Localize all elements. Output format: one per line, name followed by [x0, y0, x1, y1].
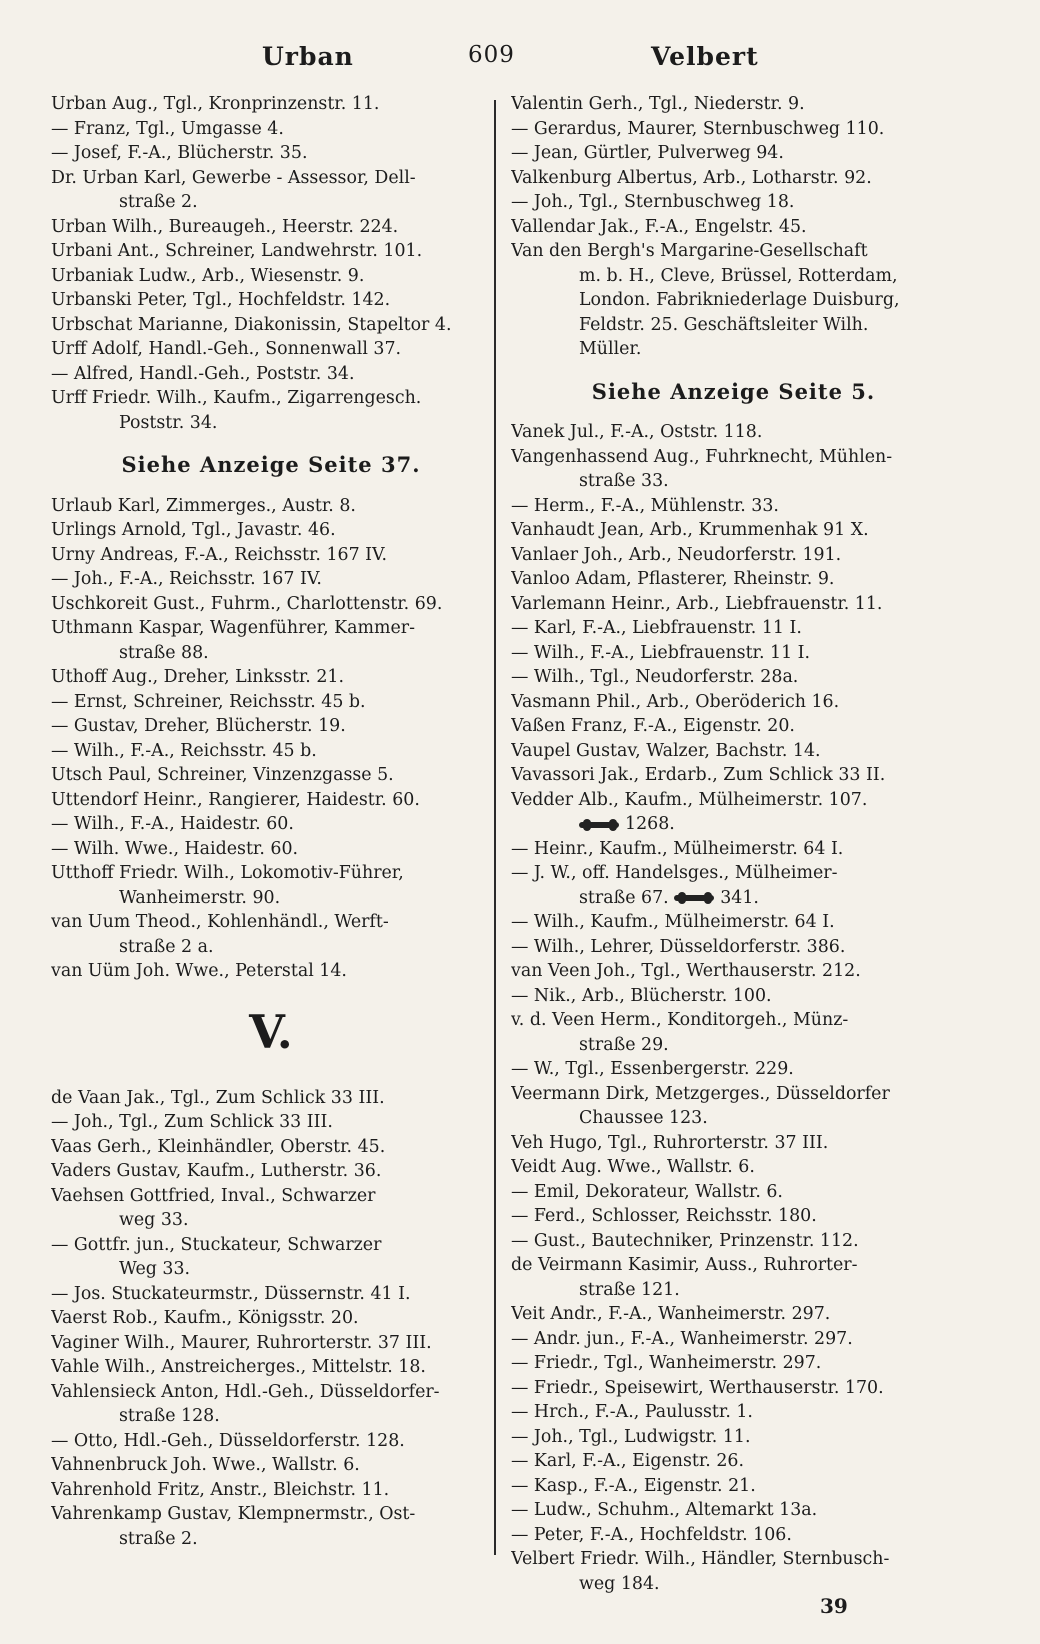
right-column	[511, 92, 956, 1596]
directory-entry	[51, 1453, 491, 1478]
entry-text: straße 128.	[119, 1406, 220, 1426]
entry-continuation	[511, 812, 956, 837]
entry-text: Vangenhassend Aug., Fuhrknecht, Mühlen-	[511, 446, 893, 467]
directory-entry	[51, 812, 491, 837]
entry-text: — Friedr., Tgl., Wanheimerstr. 297.	[511, 1353, 822, 1373]
directory-entry	[511, 92, 956, 117]
entry-text: Vaginer Wilh., Maurer, Ruhrorterstr. 37 III.	[51, 1332, 432, 1353]
directory-entry	[51, 1233, 491, 1258]
directory-entry	[51, 567, 491, 592]
header-left-keyword: Urban	[262, 42, 354, 71]
entry-continuation	[51, 886, 491, 911]
entry-text: — Joh., Tgl., Zum Schlick 33 III.	[51, 1112, 333, 1132]
entry-text: — J. W., off. Handelsges., Mülheimer-	[511, 863, 838, 883]
entry-text: weg 33.	[119, 1210, 189, 1230]
telephone-icon	[674, 892, 714, 904]
entry-text: — Karl, F.-A., Liebfrauenstr. 11 I.	[511, 618, 802, 638]
entry-text: Veidt Aug. Wwe., Wallstr. 6.	[511, 1157, 755, 1177]
directory-entry	[51, 837, 491, 862]
directory-entry	[51, 141, 491, 166]
directory-entry	[51, 117, 491, 142]
entry-text: — Herm., F.-A., Mühlenstr. 33.	[511, 495, 779, 516]
entry-text: — Hrch., F.-A., Paulusstr. 1.	[511, 1402, 753, 1422]
entry-text: — Jos. Stuckateurmstr., Düssernstr. 41 I.	[51, 1283, 411, 1304]
entry-continuation	[51, 411, 491, 436]
entry-continuation	[51, 641, 491, 666]
entry-text: Varlemann Heinr., Arb., Liebfrauenstr. 11.	[511, 593, 883, 614]
entry-continuation	[51, 935, 491, 960]
entry-text: van Uüm Joh. Wwe., Peterstal 14.	[51, 961, 347, 981]
directory-entry	[511, 1351, 956, 1376]
entry-text: Urny Andreas, F.-A., Reichsstr. 167 IV.	[51, 544, 388, 565]
directory-entry	[51, 1306, 491, 1331]
directory-entry	[51, 592, 491, 617]
advertisement-notice	[511, 380, 956, 405]
directory-entry	[51, 1502, 491, 1527]
directory-entry	[51, 739, 491, 764]
directory-entry	[51, 166, 491, 191]
entry-text: Vasmann Phil., Arb., Oberöderich 16.	[511, 691, 840, 712]
entry-text: — Otto, Hdl.-Geh., Düsseldorferstr. 128.	[51, 1430, 405, 1451]
entry-text: Van den Bergh's Margarine-Gesellschaft	[511, 241, 868, 261]
directory-entry	[51, 215, 491, 240]
entry-text: Utthoff Friedr. Wilh., Lokomotiv-Führer,	[51, 863, 404, 883]
page-number: 609	[468, 42, 515, 68]
entry-text: — Andr. jun., F.-A., Wanheimerstr. 297.	[511, 1328, 853, 1349]
entry-text: Vahrenhold Fritz, Anstr., Bleichstr. 11.	[51, 1479, 390, 1500]
directory-entry	[511, 239, 956, 264]
entry-text: Vahlensieck Anton, Hdl.-Geh., Düsseldorfer-	[51, 1381, 440, 1402]
directory-entry	[51, 690, 491, 715]
entry-text: Urbanski Peter, Tgl., Hochfeldstr. 142.	[51, 290, 391, 310]
entry-text: — Wilh., Lehrer, Düsseldorferstr. 386.	[511, 936, 846, 957]
directory-entry	[51, 518, 491, 543]
entry-text: Urbaniak Ludw., Arb., Wiesenstr. 9.	[51, 265, 365, 286]
entry-continuation	[51, 1257, 491, 1282]
entry-text: Urff Adolf, Handl.-Geh., Sonnenwall 37.	[51, 339, 402, 359]
entry-continuation	[511, 886, 956, 911]
directory-entry	[511, 494, 956, 519]
entry-continuation	[511, 469, 956, 494]
directory-entry	[511, 837, 956, 862]
directory-entry	[511, 690, 956, 715]
directory-entry	[511, 935, 956, 960]
directory-entry	[51, 1086, 491, 1111]
directory-entry	[511, 1082, 956, 1107]
entry-text: Vaßen Franz, F.-A., Eigenstr. 20.	[511, 716, 795, 736]
directory-entry	[511, 739, 956, 764]
entry-continuation	[51, 1208, 491, 1233]
entry-continuation	[511, 337, 956, 362]
entry-text: Wanheimerstr. 90.	[119, 887, 281, 908]
directory-entry	[511, 1008, 956, 1033]
directory-entry	[511, 763, 956, 788]
directory-entry	[51, 788, 491, 813]
directory-entry	[51, 1355, 491, 1380]
entry-text: Vanek Jul., F.-A., Oststr. 118.	[511, 422, 763, 442]
directory-entry	[51, 714, 491, 739]
entry-text: — Ernst, Schreiner, Reichsstr. 45 b.	[51, 691, 366, 712]
entry-continuation	[511, 1278, 956, 1303]
left-column	[51, 92, 491, 1551]
entry-text: Veh Hugo, Tgl., Ruhrorterstr. 37 III.	[511, 1132, 829, 1153]
entry-continuation	[511, 313, 956, 338]
entry-continuation	[511, 1106, 956, 1131]
directory-entry	[511, 166, 956, 191]
entry-text: Dr. Urban Karl, Gewerbe - Assessor, Dell-	[51, 167, 416, 188]
entry-text: 1268.	[625, 814, 675, 834]
entry-text: — Nik., Arb., Blücherstr. 100.	[511, 985, 772, 1006]
entry-text: — Wilh. Wwe., Haidestr. 60.	[51, 838, 299, 859]
sheet-signature: 39	[820, 1594, 848, 1618]
entry-text: Weg 33.	[119, 1259, 191, 1279]
directory-entry	[51, 313, 491, 338]
directory-entry	[511, 1253, 956, 1278]
entry-text: Urff Friedr. Wilh., Kaufm., Zigarrengesch.	[51, 388, 422, 408]
directory-entry	[51, 1135, 491, 1160]
directory-entry	[51, 264, 491, 289]
entry-text: — Alfred, Handl.-Geh., Poststr. 34.	[51, 363, 355, 384]
directory-entry	[511, 592, 956, 617]
directory-entry	[511, 1376, 956, 1401]
directory-entry	[511, 984, 956, 1009]
entry-text: — Gustav, Dreher, Blücherstr. 19.	[51, 716, 346, 736]
directory-entry	[511, 1400, 956, 1425]
header-right-keyword: Velbert	[651, 42, 759, 71]
entry-text: Velbert Friedr. Wilh., Händler, Sternbusch-	[511, 1549, 890, 1569]
entry-text: Vedder Alb., Kaufm., Mülheimerstr. 107.	[511, 789, 868, 810]
entry-text: — Ludw., Schuhm., Altemarkt 13a.	[511, 1500, 818, 1520]
entry-text: Uschkoreit Gust., Fuhrm., Charlottenstr. 69.	[51, 593, 443, 614]
entry-continuation	[511, 288, 956, 313]
directory-entry	[511, 1547, 956, 1572]
entry-text: Vanhaudt Jean, Arb., Krummenhak 91 X.	[511, 520, 869, 540]
directory-entry	[511, 1131, 956, 1156]
directory-entry	[51, 494, 491, 519]
directory-entry	[51, 1159, 491, 1184]
entry-text: Utsch Paul, Schreiner, Vinzenzgasse 5.	[51, 765, 394, 785]
directory-entry	[51, 543, 491, 568]
entry-text: Urbschat Marianne, Diakonissin, Stapeltor 4.	[51, 314, 452, 335]
entry-continuation	[51, 1527, 491, 1552]
directory-entry	[51, 763, 491, 788]
entry-text: Urban Wilh., Bureaugeh., Heerstr. 224.	[51, 216, 399, 237]
directory-entry	[51, 665, 491, 690]
entry-text: Vaas Gerh., Kleinhändler, Oberstr. 45.	[51, 1136, 386, 1157]
entry-text: Valkenburg Albertus, Arb., Lotharstr. 92.	[511, 167, 872, 188]
entry-text: — Ferd., Schlosser, Reichsstr. 180.	[511, 1206, 817, 1226]
directory-entry	[511, 543, 956, 568]
directory-entry	[51, 1110, 491, 1135]
entry-text: de Veirmann Kasimir, Auss., Ruhrorter-	[511, 1255, 858, 1275]
entry-text: London. Fabrikniederlage Duisburg,	[579, 290, 900, 310]
entry-text: straße 2.	[119, 1528, 198, 1549]
entry-text: Chaussee 123.	[579, 1108, 708, 1128]
entry-text: — Gerardus, Maurer, Sternbuschweg 110.	[511, 118, 885, 139]
entry-text: — W., Tgl., Essenbergerstr. 229.	[511, 1059, 794, 1079]
entry-text: V.	[249, 1004, 293, 1059]
entry-text: — Jean, Gürtler, Pulverweg 94.	[511, 143, 784, 163]
entry-text: m. b. H., Cleve, Brüssel, Rotterdam,	[579, 265, 898, 286]
entry-text: Veit Andr., F.-A., Wanheimerstr. 297.	[511, 1304, 831, 1324]
directory-entry	[511, 616, 956, 641]
entry-text: Vallendar Jak., F.-A., Engelstr. 45.	[511, 216, 807, 237]
entry-text: — Joh., Tgl., Ludwigstr. 11.	[511, 1426, 751, 1447]
entry-text: van Uum Theod., Kohlenhändl., Werft-	[51, 912, 389, 932]
entry-continuation	[51, 190, 491, 215]
directory-entry	[51, 1184, 491, 1209]
directory-entry	[51, 1331, 491, 1356]
entry-text: — Emil, Dekorateur, Wallstr. 6.	[511, 1181, 783, 1202]
directory-entry	[511, 959, 956, 984]
entry-text: — Kasp., F.-A., Eigenstr. 21.	[511, 1475, 756, 1496]
directory-entry	[511, 1498, 956, 1523]
directory-entry	[511, 1180, 956, 1205]
directory-entry	[51, 1282, 491, 1307]
entry-continuation	[511, 264, 956, 289]
entry-text: Vaders Gustav, Kaufm., Lutherstr. 36.	[51, 1161, 382, 1181]
entry-text: Urlaub Karl, Zimmerges., Austr. 8.	[51, 495, 356, 516]
directory-entry	[511, 1204, 956, 1229]
directory-entry	[511, 1474, 956, 1499]
section-letter-heading	[51, 1002, 491, 1062]
entry-text: — Josef, F.-A., Blücherstr. 35.	[51, 143, 308, 163]
directory-entry	[511, 1523, 956, 1548]
directory-entry	[51, 239, 491, 264]
entry-text: Siehe Anzeige Seite 5.	[591, 378, 876, 404]
entry-text: straße 2.	[119, 192, 198, 212]
entry-text: Vavassori Jak., Erdarb., Zum Schlick 33 II.	[511, 765, 886, 785]
entry-text: Urlings Arnold, Tgl., Javastr. 46.	[51, 520, 336, 540]
entry-text: Siehe Anzeige Seite 37.	[121, 452, 421, 477]
entry-text: Vahrenkamp Gustav, Klempnermstr., Ost-	[51, 1504, 416, 1524]
directory-entry	[51, 337, 491, 362]
directory-entry	[511, 788, 956, 813]
directory-entry	[511, 910, 956, 935]
directory-entry	[511, 1449, 956, 1474]
entry-text: Müller.	[579, 339, 642, 359]
directory-entry	[51, 92, 491, 117]
directory-entry	[511, 445, 956, 470]
entry-text: Uthmann Kaspar, Wagenführer, Kammer-	[51, 618, 415, 638]
directory-entry	[511, 1155, 956, 1180]
directory-entry	[511, 215, 956, 240]
entry-text: Valentin Gerh., Tgl., Niederstr. 9.	[511, 94, 805, 114]
entry-text: v. d. Veen Herm., Konditorgeh., Münz-	[511, 1010, 849, 1030]
entry-text: — Franz, Tgl., Umgasse 4.	[51, 118, 284, 139]
advertisement-notice	[51, 453, 491, 478]
directory-entry	[51, 362, 491, 387]
entry-text: — Peter, F.-A., Hochfeldstr. 106.	[511, 1524, 792, 1545]
telephone-icon	[579, 819, 619, 831]
entry-text: Urban Aug., Tgl., Kronprinzenstr. 11.	[51, 94, 380, 114]
entry-text: straße 88.	[119, 642, 209, 663]
entry-text: Vahle Wilh., Anstreicherges., Mittelstr. 18.	[51, 1357, 426, 1377]
entry-continuation	[51, 1404, 491, 1429]
directory-entry	[511, 665, 956, 690]
entry-text: — Wilh., Tgl., Neudorferstr. 28a.	[511, 667, 799, 687]
directory-entry	[51, 861, 491, 886]
entry-text: van Veen Joh., Tgl., Werthauserstr. 212.	[511, 961, 861, 981]
entry-text: straße 67.	[579, 887, 669, 908]
entry-text: weg 184.	[579, 1573, 660, 1594]
entry-text: — Wilh., F.-A., Haidestr. 60.	[51, 814, 294, 834]
entry-text: Vanlaer Joh., Arb., Neudorferstr. 191.	[511, 544, 842, 565]
directory-entry	[511, 1425, 956, 1450]
entry-text: — Heinr., Kaufm., Mülheimerstr. 64 I.	[511, 838, 844, 859]
directory-entry	[511, 861, 956, 886]
entry-text: — Wilh., F.-A., Liebfrauenstr. 11 I.	[511, 642, 811, 663]
directory-entry	[511, 141, 956, 166]
entry-continuation	[511, 1033, 956, 1058]
directory-entry	[511, 190, 956, 215]
directory-entry	[51, 1380, 491, 1405]
entry-text: Vaehsen Gottfried, Inval., Schwarzer	[51, 1185, 376, 1206]
entry-text: de Vaan Jak., Tgl., Zum Schlick 33 III.	[51, 1087, 385, 1108]
entry-text: Uthoff Aug., Dreher, Linksstr. 21.	[51, 667, 344, 687]
directory-entry	[511, 641, 956, 666]
directory-entry	[51, 1429, 491, 1454]
entry-text: straße 29.	[579, 1034, 669, 1055]
entry-text: Poststr. 34.	[119, 412, 218, 433]
entry-text: straße 121.	[579, 1279, 680, 1300]
entry-text: — Friedr., Speisewirt, Werthauserstr. 170.	[511, 1377, 884, 1398]
entry-text: Veermann Dirk, Metzgerges., Düsseldorfer	[511, 1083, 890, 1104]
entry-text: Vanloo Adam, Pflasterer, Rheinstr. 9.	[511, 569, 835, 589]
directory-entry	[511, 518, 956, 543]
entry-continuation	[511, 1572, 956, 1597]
entry-text: Vaerst Rob., Kaufm., Königsstr. 20.	[51, 1308, 359, 1328]
column-divider	[494, 100, 496, 1555]
directory-entry	[511, 1057, 956, 1082]
directory-entry	[511, 1302, 956, 1327]
directory-entry	[511, 714, 956, 739]
entry-text: Uttendorf Heinr., Rangierer, Haidestr. 60.	[51, 789, 420, 810]
directory-entry	[511, 1229, 956, 1254]
directory-entry	[51, 959, 491, 984]
entry-text: — Gust., Bautechniker, Prinzenstr. 112.	[511, 1230, 859, 1251]
entry-text: Urbani Ant., Schreiner, Landwehrstr. 101.	[51, 241, 423, 261]
directory-entry	[511, 1327, 956, 1352]
telephone-number: 341.	[720, 887, 759, 908]
entry-text: — Gottfr. jun., Stuckateur, Schwarzer	[51, 1234, 382, 1255]
entry-text: — Joh., F.-A., Reichsstr. 167 IV.	[51, 569, 322, 589]
directory-entry	[51, 386, 491, 411]
entry-text: — Wilh., F.-A., Reichsstr. 45 b.	[51, 740, 317, 761]
entry-text: straße 33.	[579, 471, 669, 491]
entry-text: — Joh., Tgl., Sternbuschweg 18.	[511, 192, 795, 212]
directory-entry	[51, 288, 491, 313]
directory-entry	[511, 117, 956, 142]
entry-text: Vaupel Gustav, Walzer, Bachstr. 14.	[511, 740, 821, 761]
directory-entry	[511, 567, 956, 592]
entry-text: straße 2 a.	[119, 936, 214, 957]
entry-text: — Karl, F.-A., Eigenstr. 26.	[511, 1451, 745, 1471]
directory-entry	[511, 420, 956, 445]
entry-text: — Wilh., Kaufm., Mülheimerstr. 64 I.	[511, 912, 835, 932]
entry-text: Feldstr. 25. Geschäftsleiter Wilh.	[579, 314, 869, 335]
entry-text: Vahnenbruck Joh. Wwe., Wallstr. 6.	[51, 1455, 360, 1475]
directory-entry	[51, 1478, 491, 1503]
directory-entry	[51, 910, 491, 935]
directory-entry	[51, 616, 491, 641]
